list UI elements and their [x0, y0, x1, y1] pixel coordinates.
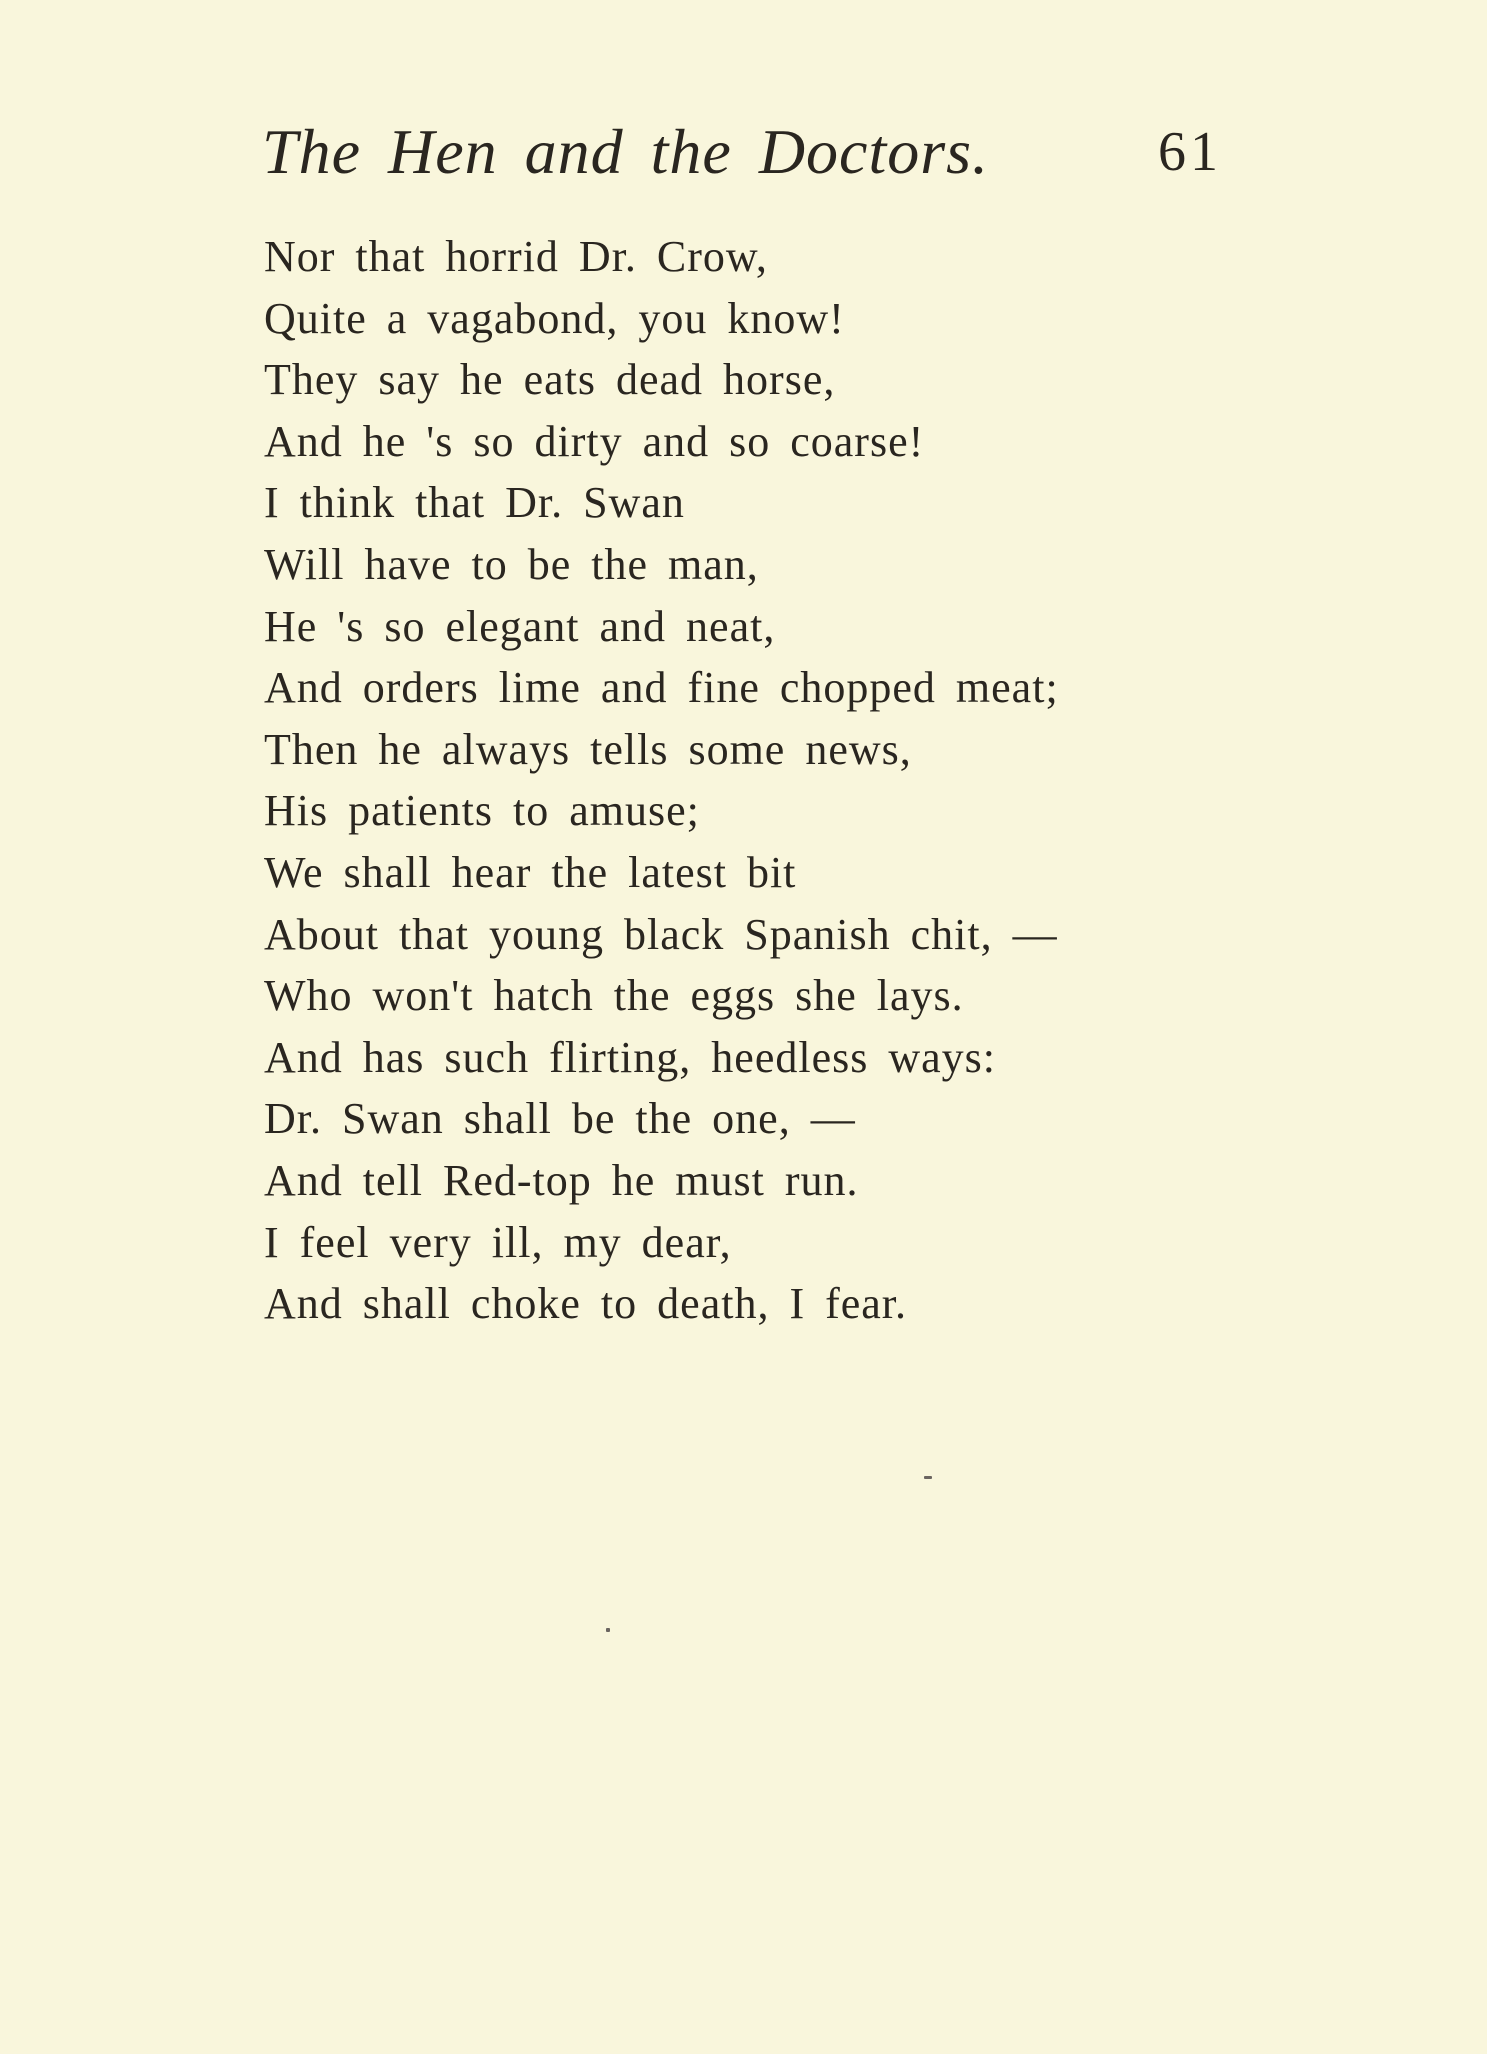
page-header: [262, 112, 1222, 192]
verse-line: We shall hear the latest bit: [264, 847, 797, 897]
verse-line: Then he always tells some news,: [264, 724, 912, 774]
paper-speck: [606, 1628, 610, 1632]
verse-line: And he 's so dirty and so coarse!: [264, 416, 925, 466]
paper-speck: [924, 1476, 932, 1479]
verse-line: Dr. Swan shall be the one, —: [264, 1094, 856, 1144]
verse-line: His patients to amuse;: [264, 786, 700, 836]
running-title: The Hen and the Doctors.: [262, 116, 990, 187]
verse-line: About that young black Spanish chit, —: [264, 909, 1058, 959]
verse-line: And has such flirting, heedless ways:: [264, 1032, 996, 1082]
verse-line: They say he eats dead horse,: [264, 355, 836, 405]
page-number: 61: [1158, 121, 1222, 183]
verse-line: And orders lime and fine chopped meat;: [264, 663, 1059, 713]
verse-line: He 's so elegant and neat,: [264, 601, 776, 651]
verse-line: Will have to be the man,: [264, 539, 759, 589]
verse-line: Quite a vagabond, you know!: [264, 293, 845, 343]
verse-line: I feel very ill, my dear,: [264, 1217, 732, 1267]
verse-line: I think that Dr. Swan: [264, 478, 685, 528]
verse-line: And tell Red-top he must run.: [264, 1155, 859, 1205]
verse-line: And shall choke to death, I fear.: [264, 1279, 908, 1329]
poem-text: [264, 226, 1264, 1335]
verse-line: Who won't hatch the eggs she lays.: [264, 971, 964, 1021]
verse-line: Nor that horrid Dr. Crow,: [264, 232, 768, 281]
